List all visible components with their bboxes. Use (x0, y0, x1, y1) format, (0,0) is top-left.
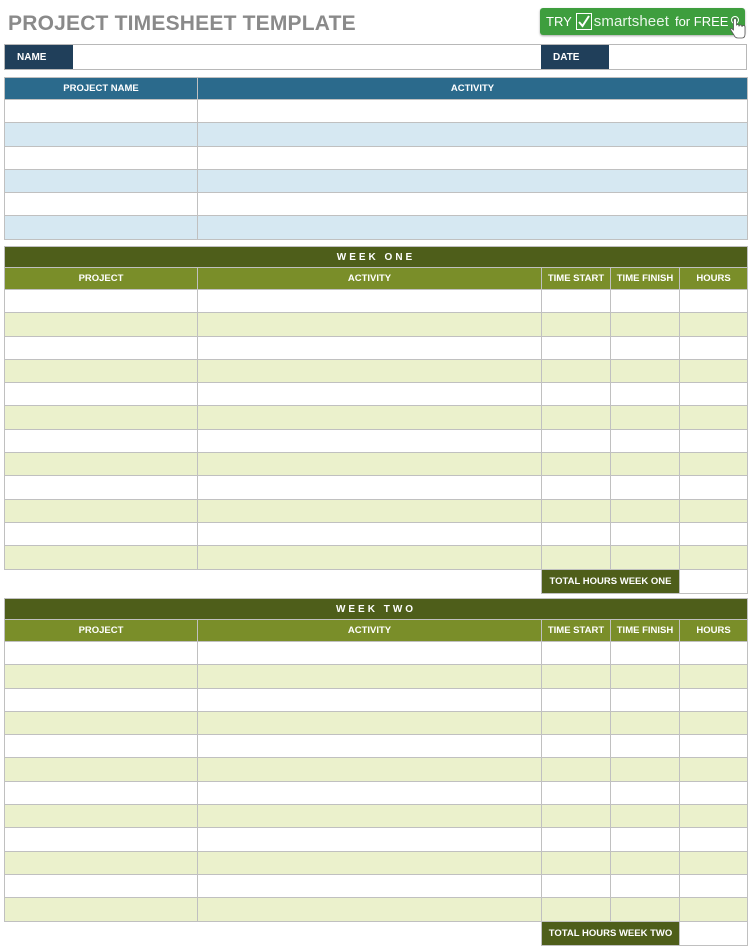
table-cell[interactable] (611, 851, 680, 874)
activity-header: ACTIVITY (198, 78, 748, 100)
table-row (5, 665, 748, 688)
table-cell[interactable] (198, 546, 542, 569)
table-cell[interactable] (611, 406, 680, 429)
table-cell[interactable] (198, 711, 542, 734)
table-cell[interactable] (5, 146, 198, 169)
table-cell[interactable] (5, 100, 198, 123)
table-cell[interactable] (198, 851, 542, 874)
table-row (5, 383, 748, 406)
table-row (5, 805, 748, 828)
table-cell[interactable] (198, 453, 542, 476)
table-cell[interactable] (5, 476, 198, 499)
table-cell[interactable] (198, 828, 542, 851)
table-cell[interactable] (680, 453, 748, 476)
table-cell[interactable] (611, 499, 680, 522)
table-row (5, 406, 748, 429)
table-cell[interactable] (542, 336, 611, 359)
table-cell[interactable] (542, 688, 611, 711)
table-cell[interactable] (5, 688, 198, 711)
table-cell[interactable] (5, 429, 198, 452)
table-cell[interactable] (542, 499, 611, 522)
table-cell[interactable] (680, 735, 748, 758)
table-cell[interactable] (198, 169, 748, 192)
pointer-hand-icon (729, 16, 747, 40)
table-cell[interactable] (611, 429, 680, 452)
table-row (5, 146, 748, 169)
name-label: NAME (5, 45, 73, 69)
table-cell[interactable] (611, 735, 680, 758)
table-cell[interactable] (542, 642, 611, 665)
table-cell[interactable] (198, 476, 542, 499)
table-cell[interactable] (5, 406, 198, 429)
table-cell[interactable] (680, 851, 748, 874)
name-field[interactable] (73, 45, 541, 69)
table-cell[interactable] (611, 313, 680, 336)
name-date-bar (4, 44, 747, 70)
table-cell[interactable] (542, 665, 611, 688)
table-cell[interactable] (198, 359, 542, 382)
table-cell[interactable] (5, 383, 198, 406)
table-cell[interactable] (542, 758, 611, 781)
table-cell[interactable] (198, 898, 542, 921)
table-cell[interactable] (542, 313, 611, 336)
table-row (5, 336, 748, 359)
table-cell[interactable] (680, 476, 748, 499)
table-cell[interactable] (5, 805, 198, 828)
table-cell[interactable] (611, 898, 680, 921)
table-cell[interactable] (5, 758, 198, 781)
table-cell[interactable] (5, 336, 198, 359)
table-cell[interactable] (198, 735, 542, 758)
table-row (5, 290, 748, 313)
table-cell[interactable] (5, 711, 198, 734)
table-cell[interactable] (5, 193, 198, 216)
table-cell[interactable] (198, 406, 542, 429)
table-cell[interactable] (680, 429, 748, 452)
table-cell[interactable] (542, 898, 611, 921)
table-cell[interactable] (5, 781, 198, 804)
hours-header: HOURS (680, 268, 748, 290)
table-cell[interactable] (5, 313, 198, 336)
try-smartsheet-button[interactable] (540, 8, 745, 35)
table-cell[interactable] (198, 522, 542, 545)
table-cell[interactable] (680, 874, 748, 897)
table-cell[interactable] (5, 546, 198, 569)
table-row (5, 828, 748, 851)
table-row (5, 216, 748, 239)
table-cell[interactable] (198, 688, 542, 711)
table-cell[interactable] (611, 359, 680, 382)
total-hours-week-one-label: TOTAL HOURS WEEK ONE (542, 569, 680, 593)
table-cell[interactable] (680, 546, 748, 569)
table-cell[interactable] (542, 453, 611, 476)
table-cell[interactable] (611, 642, 680, 665)
table-cell[interactable] (542, 383, 611, 406)
table-cell[interactable] (611, 781, 680, 804)
table-cell[interactable] (680, 383, 748, 406)
table-cell[interactable] (680, 828, 748, 851)
table-cell[interactable] (198, 313, 542, 336)
table-cell[interactable] (611, 874, 680, 897)
table-cell[interactable] (680, 781, 748, 804)
table-cell[interactable] (542, 828, 611, 851)
table-cell[interactable] (542, 359, 611, 382)
table-cell[interactable] (542, 429, 611, 452)
time-start-header: TIME START (542, 268, 611, 290)
table-row (5, 781, 748, 804)
time-finish-header: TIME FINISH (611, 268, 680, 290)
table-cell[interactable] (5, 851, 198, 874)
week-one-title: WEEK ONE (5, 247, 748, 268)
table-cell[interactable] (611, 828, 680, 851)
table-row (5, 874, 748, 897)
week-one-table (4, 246, 748, 594)
table-cell[interactable] (611, 665, 680, 688)
table-cell[interactable] (5, 290, 198, 313)
table-cell[interactable] (542, 546, 611, 569)
table-row (5, 476, 748, 499)
project-activity-table (4, 77, 748, 240)
table-cell[interactable] (198, 100, 748, 123)
table-cell[interactable] (198, 383, 542, 406)
table-cell[interactable] (680, 711, 748, 734)
table-row (5, 313, 748, 336)
table-cell[interactable] (5, 828, 198, 851)
table-cell[interactable] (542, 406, 611, 429)
table-cell[interactable] (198, 336, 542, 359)
table-row (5, 735, 748, 758)
activity-header: ACTIVITY (198, 268, 542, 290)
hours-header: HOURS (680, 620, 748, 642)
table-cell[interactable] (542, 522, 611, 545)
table-cell[interactable] (611, 522, 680, 545)
table-cell[interactable] (611, 290, 680, 313)
table-cell[interactable] (198, 146, 748, 169)
table-cell[interactable] (5, 665, 198, 688)
date-field[interactable] (609, 45, 746, 69)
table-row (5, 522, 748, 545)
week-two-table (4, 598, 748, 946)
table-cell[interactable] (680, 290, 748, 313)
table-cell[interactable] (680, 406, 748, 429)
total-hours-week-two-value[interactable] (680, 921, 748, 945)
table-cell[interactable] (198, 805, 542, 828)
table-cell[interactable] (5, 874, 198, 897)
table-row (5, 546, 748, 569)
total-hours-week-one-value[interactable] (680, 569, 748, 593)
table-cell[interactable] (611, 758, 680, 781)
table-cell[interactable] (5, 642, 198, 665)
table-cell[interactable] (680, 359, 748, 382)
table-cell[interactable] (198, 499, 542, 522)
table-cell[interactable] (198, 216, 748, 239)
activity-header: ACTIVITY (198, 620, 542, 642)
table-cell[interactable] (542, 290, 611, 313)
table-cell[interactable] (198, 290, 542, 313)
time-finish-header: TIME FINISH (611, 620, 680, 642)
table-row (5, 898, 748, 921)
table-cell[interactable] (198, 429, 542, 452)
table-row (5, 359, 748, 382)
table-row (5, 499, 748, 522)
table-cell[interactable] (542, 874, 611, 897)
table-cell[interactable] (198, 665, 542, 688)
checkmark-icon (576, 13, 592, 30)
table-row (5, 711, 748, 734)
table-cell[interactable] (5, 453, 198, 476)
week-two-title: WEEK TWO (5, 599, 748, 620)
project-header: PROJECT (5, 620, 198, 642)
table-cell[interactable] (680, 336, 748, 359)
table-cell[interactable] (5, 169, 198, 192)
table-cell[interactable] (198, 874, 542, 897)
table-cell[interactable] (680, 313, 748, 336)
table-cell[interactable] (680, 522, 748, 545)
smartsheet-logo: smartsheet (593, 13, 669, 30)
table-cell[interactable] (542, 781, 611, 804)
table-row (5, 453, 748, 476)
page-title: PROJECT TIMESHEET TEMPLATE (8, 12, 356, 35)
table-cell[interactable] (680, 642, 748, 665)
table-row (5, 123, 748, 146)
project-name-header: PROJECT NAME (5, 78, 198, 100)
table-row (5, 758, 748, 781)
table-cell[interactable] (5, 499, 198, 522)
table-cell[interactable] (611, 688, 680, 711)
table-cell[interactable] (198, 123, 748, 146)
table-cell[interactable] (680, 688, 748, 711)
table-cell[interactable] (542, 711, 611, 734)
table-row (5, 429, 748, 452)
table-cell[interactable] (5, 898, 198, 921)
cta-try-label: TRY (546, 14, 572, 29)
table-cell[interactable] (680, 499, 748, 522)
table-cell[interactable] (5, 123, 198, 146)
table-cell[interactable] (611, 336, 680, 359)
table-cell[interactable] (542, 851, 611, 874)
cta-free-label: for FREE (674, 14, 729, 29)
table-cell[interactable] (680, 665, 748, 688)
table-cell[interactable] (5, 735, 198, 758)
table-row (5, 193, 748, 216)
table-cell[interactable] (198, 758, 542, 781)
date-label: DATE (541, 45, 609, 69)
table-cell[interactable] (542, 735, 611, 758)
table-row (5, 851, 748, 874)
table-cell[interactable] (542, 476, 611, 499)
table-cell[interactable] (5, 359, 198, 382)
table-cell[interactable] (680, 898, 748, 921)
time-start-header: TIME START (542, 620, 611, 642)
table-cell[interactable] (611, 476, 680, 499)
week-two-rows (5, 642, 748, 922)
project-header: PROJECT (5, 268, 198, 290)
table-cell[interactable] (198, 781, 542, 804)
table-row (5, 169, 748, 192)
table-cell[interactable] (5, 522, 198, 545)
total-hours-week-two-label: TOTAL HOURS WEEK TWO (542, 921, 680, 945)
table-cell[interactable] (611, 805, 680, 828)
week-one-rows (5, 290, 748, 570)
table-cell[interactable] (611, 546, 680, 569)
table-row (5, 100, 748, 123)
table-row (5, 642, 748, 665)
table-row (5, 688, 748, 711)
table-cell[interactable] (611, 453, 680, 476)
table-cell[interactable] (198, 642, 542, 665)
table-cell[interactable] (542, 805, 611, 828)
table-cell[interactable] (198, 193, 748, 216)
table-cell[interactable] (611, 711, 680, 734)
table-cell[interactable] (5, 216, 198, 239)
table-cell[interactable] (680, 805, 748, 828)
table-cell[interactable] (611, 383, 680, 406)
table-cell[interactable] (680, 758, 748, 781)
